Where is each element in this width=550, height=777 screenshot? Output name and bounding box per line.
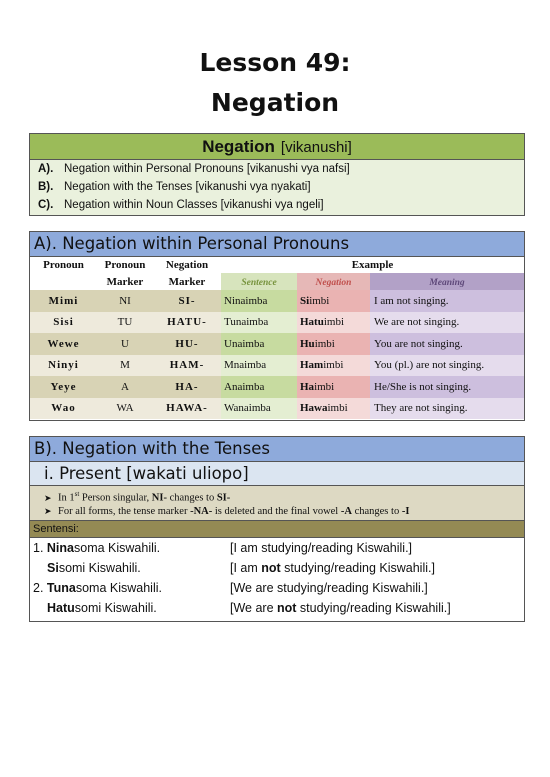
example-swahili: Sisomi Kiswahili. — [47, 561, 141, 575]
col-header-negation-marker: Negation — [165, 259, 209, 271]
lesson-title: Lesson 49: — [199, 48, 351, 77]
cell-meaning: You (pl.) are not singing. — [370, 355, 524, 377]
cell-sentence: Unaimba — [221, 333, 297, 355]
example-translation: [I am not studying/reading Kiswahili.] — [230, 561, 435, 575]
col-header-negation-marker-2: Marker — [168, 275, 206, 288]
overview-item-text: Negation with the Tenses [vikanushi vya nyakati] — [64, 181, 311, 193]
example-translation: [I am studying/reading Kiswahili.] — [230, 541, 413, 555]
col-header-pronoun: Pronoun — [43, 259, 84, 271]
table-row — [30, 290, 524, 312]
example-line — [30, 598, 524, 618]
sentences-label: Sentensi: — [30, 520, 524, 538]
overview-item — [30, 160, 524, 178]
section-a-heading: A). Negation within Personal Pronouns — [30, 232, 524, 257]
cell-marker: U — [97, 333, 153, 355]
arrow-bullet-icon: ➤ — [44, 506, 52, 516]
cell-sentence: Anaimba — [221, 376, 297, 398]
cell-negation: Hamimbi — [297, 355, 370, 377]
example-translation: [We are not studying/reading Kiswahili.] — [230, 601, 451, 615]
cell-negation: Haimbi — [297, 376, 370, 398]
section-a-box — [29, 231, 525, 421]
cell-negation: Siimbi — [297, 290, 370, 312]
cell-neg-marker: HATU- — [153, 312, 221, 334]
arrow-bullet-icon: ➤ — [44, 492, 52, 503]
overview-item-key: B). — [38, 181, 54, 193]
cell-neg-marker: HA- — [153, 376, 221, 398]
rule-bullet: ➤ For all forms, the tense marker -NA- is deleted and the final vowel -A changes to -I — [30, 503, 524, 520]
overview-item — [30, 196, 524, 214]
rule-bullet: ➤ In 1st Person singular, NI- changes to SI- — [30, 486, 524, 503]
present-tense-heading: i. Present [wakati uliopo] — [30, 462, 524, 486]
cell-meaning: They are not singing. — [370, 398, 524, 420]
overview-item — [30, 178, 524, 196]
subheader-meaning: Meaning — [429, 277, 465, 288]
cell-neg-marker: SI- — [153, 290, 221, 312]
cell-meaning: I am not singing. — [370, 290, 524, 312]
subheader-negation: Negation — [315, 277, 352, 288]
section-b-box — [29, 436, 525, 622]
cell-marker: M — [97, 355, 153, 377]
table-row — [30, 398, 524, 420]
col-header-pronoun-marker-2: Marker — [106, 275, 144, 288]
overview-box — [29, 133, 525, 216]
cell-meaning: We are not singing. — [370, 312, 524, 334]
cell-negation: Huimbi — [297, 333, 370, 355]
cell-negation: Hatuimbi — [297, 312, 370, 334]
cell-marker: TU — [97, 312, 153, 334]
cell-sentence: Ninaimba — [221, 290, 297, 312]
example-line — [30, 578, 524, 598]
cell-sentence: Mnaimba — [221, 355, 297, 377]
cell-marker: NI — [97, 290, 153, 312]
col-header-example: Example — [351, 259, 394, 271]
col-header-pronoun-marker: Pronoun — [104, 259, 146, 271]
example-line — [30, 558, 524, 578]
cell-neg-marker: HU- — [153, 333, 221, 355]
example-swahili: Hatusomi Kiswahili. — [47, 601, 157, 615]
lesson-subtitle: Negation — [210, 88, 340, 117]
table-row — [30, 312, 524, 334]
cell-pronoun: Sisi — [30, 312, 97, 334]
cell-pronoun: Wao — [30, 398, 97, 420]
overview-header — [30, 134, 524, 160]
cell-pronoun: Mimi — [30, 290, 97, 312]
overview-item-key: C). — [38, 199, 54, 211]
cell-sentence: Tunaimba — [221, 312, 297, 334]
cell-meaning: He/She is not singing. — [370, 376, 524, 398]
cell-sentence: Wanaimba — [221, 398, 297, 420]
subheader-sentence: Sentence — [241, 277, 277, 288]
overview-item-key: A). — [38, 163, 54, 175]
overview-item-text: Negation within Noun Classes [vikanushi vya ngeli] — [64, 199, 324, 211]
cell-meaning: You are not singing. — [370, 333, 524, 355]
section-b-heading: B). Negation with the Tenses — [30, 437, 524, 462]
example-line — [30, 538, 524, 558]
example-swahili: 1. Ninasoma Kiswahili. — [33, 541, 161, 555]
example-translation: [We are studying/reading Kiswahili.] — [230, 581, 428, 595]
cell-marker: WA — [97, 398, 153, 420]
overview-heading-sw: [vikanushi] — [280, 139, 352, 156]
table-row — [30, 355, 524, 377]
table-row — [30, 376, 524, 398]
cell-pronoun: Yeye — [30, 376, 97, 398]
cell-marker: A — [97, 376, 153, 398]
overview-item-text: Negation within Personal Pronouns [vikanushi vya nafsi] — [64, 163, 350, 175]
cell-neg-marker: HAWA- — [153, 398, 221, 420]
overview-heading: Negation — [202, 137, 275, 156]
cell-neg-marker: HAM- — [153, 355, 221, 377]
pronoun-negation-table — [30, 257, 524, 419]
cell-pronoun: Ninyi — [30, 355, 97, 377]
example-swahili: 2. Tunasoma Kiswahili. — [33, 581, 162, 595]
cell-negation: Hawaimbi — [297, 398, 370, 420]
table-row — [30, 333, 524, 355]
cell-pronoun: Wewe — [30, 333, 97, 355]
